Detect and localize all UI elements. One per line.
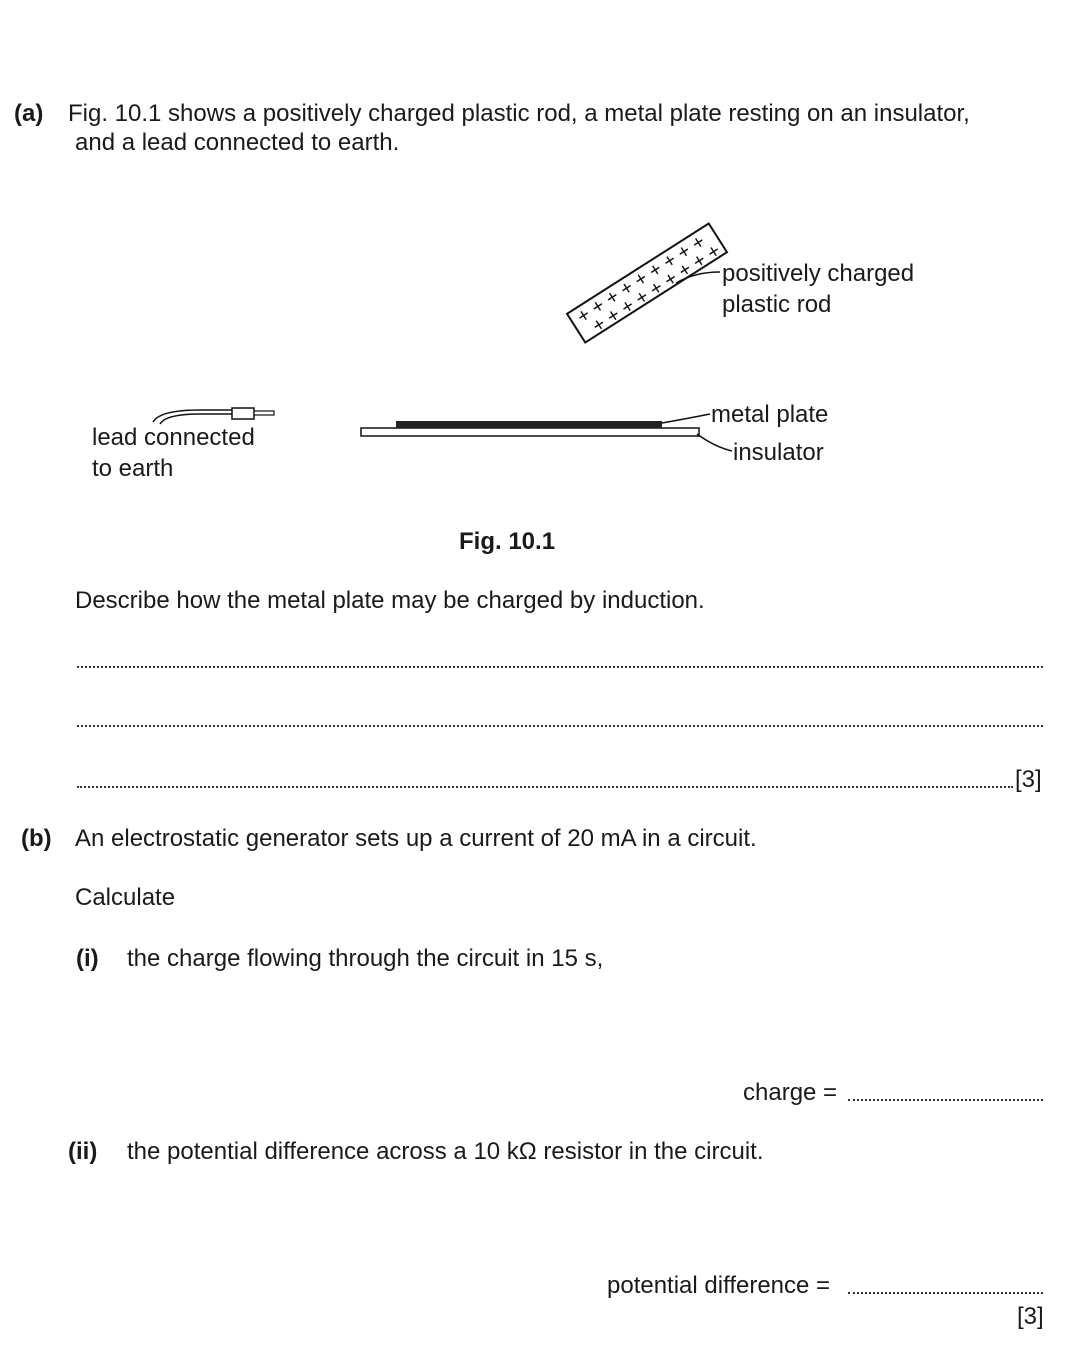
- part-b-intro: An electrostatic generator sets up a current of 20 mA in a circuit.: [75, 825, 757, 852]
- svg-text:+: +: [631, 285, 654, 311]
- sub-ii-text: the potential difference across a 10 kΩ resistor in the circuit.: [127, 1138, 764, 1165]
- part-a-label: (a): [14, 100, 44, 127]
- plus-signs: [573, 226, 725, 342]
- lead-label-line1: lead connected: [92, 424, 255, 451]
- svg-text:+: +: [660, 267, 682, 293]
- svg-text:+: +: [673, 239, 696, 265]
- svg-text:+: +: [602, 303, 625, 329]
- metal-plate: [396, 421, 662, 428]
- svg-text:+: +: [688, 248, 711, 274]
- svg-text:+: +: [587, 294, 610, 320]
- sub-ii-label: (ii): [68, 1138, 98, 1165]
- answer-line-2[interactable]: [77, 725, 1043, 727]
- charge-answer-label: charge =: [743, 1079, 838, 1106]
- insulator-label: insulator: [733, 439, 824, 466]
- part-b-instruction: Calculate: [75, 884, 176, 911]
- insulator: [361, 428, 699, 436]
- answer-line-3[interactable]: [77, 786, 1013, 788]
- svg-text:+: +: [617, 294, 639, 320]
- svg-text:+: +: [703, 239, 725, 265]
- svg-text:+: +: [645, 276, 668, 302]
- charge-answer-line[interactable]: [848, 1099, 1043, 1101]
- plate-label: metal plate: [711, 401, 829, 428]
- answer-line-1[interactable]: [77, 666, 1043, 668]
- pd-answer-line[interactable]: [848, 1292, 1043, 1294]
- insulator-leader-line: [697, 434, 732, 451]
- rod-label-line2: plastic rod: [722, 291, 832, 318]
- figure-caption: Fig. 10.1: [459, 528, 556, 555]
- svg-text:+: +: [644, 258, 667, 283]
- svg-text:+: +: [630, 267, 653, 292]
- svg-text:+: +: [601, 285, 624, 311]
- part-b-marks: [3]: [1017, 1303, 1044, 1330]
- lead-label-line2: to earth: [92, 455, 174, 482]
- part-b-label: (b): [21, 825, 52, 852]
- part-a-marks: [3]: [1015, 766, 1042, 793]
- part-a-question: Describe how the metal plate may be charged by induction.: [75, 587, 705, 614]
- svg-text:+: +: [687, 230, 710, 256]
- svg-text:+: +: [588, 312, 611, 338]
- plate-leader-line: [662, 414, 710, 423]
- svg-text:+: +: [659, 248, 681, 274]
- part-a-intro-line1: Fig. 10.1 shows a positively charged plastic rod, a metal plate resting on an insulator,: [68, 100, 970, 127]
- pd-answer-label: potential difference =: [607, 1272, 831, 1299]
- svg-text:+: +: [573, 303, 595, 329]
- svg-text:+: +: [616, 276, 638, 302]
- rod-label-line1: positively charged: [722, 260, 915, 287]
- part-a-intro-line2: and a lead connected to earth.: [75, 129, 400, 156]
- svg-text:+: +: [674, 258, 697, 283]
- plastic-rod: [567, 224, 729, 346]
- sub-i-text: the charge flowing through the circuit in 15 s,: [127, 945, 604, 972]
- earth-lead: [153, 408, 274, 424]
- sub-i-label: (i): [76, 945, 99, 972]
